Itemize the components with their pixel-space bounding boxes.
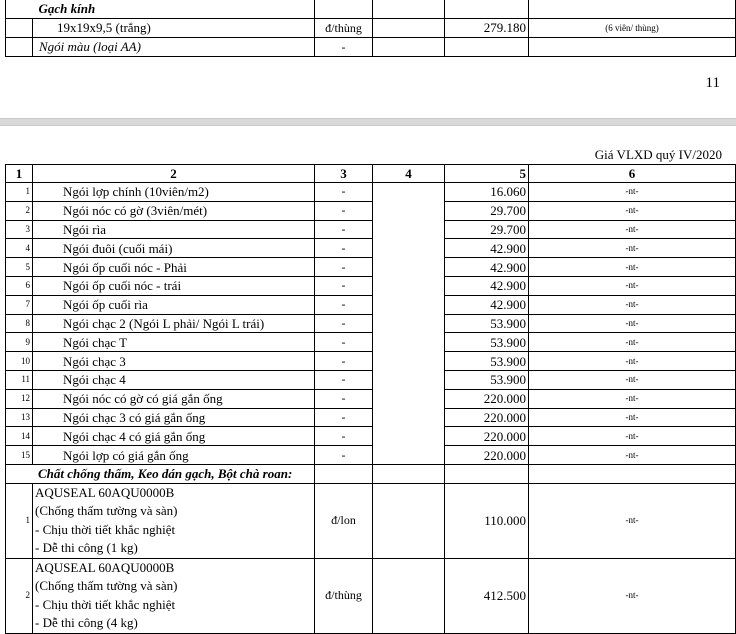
table-row — [6, 19, 736, 38]
item-description — [33, 483, 315, 558]
item-price: 53.900 — [445, 314, 529, 333]
column-header: 3 — [315, 165, 373, 183]
empty-cell — [373, 464, 445, 483]
table-row — [6, 314, 736, 333]
description-line: - Chịu thời tiết khắc nghiệt — [35, 521, 176, 537]
empty-cell — [373, 446, 445, 465]
empty-cell — [373, 370, 445, 389]
table-row — [6, 295, 736, 314]
empty-cell — [529, 464, 736, 483]
column-header: 5 — [445, 165, 529, 183]
table-row — [6, 389, 736, 408]
empty-cell — [373, 558, 445, 633]
row-number: 6 — [6, 276, 33, 295]
empty-cell — [373, 408, 445, 427]
item-unit: - — [315, 408, 373, 427]
empty-cell — [373, 258, 445, 277]
item-unit: đ/thùng — [315, 558, 373, 633]
item-name: Ngói chạc 3 có giá gắn ống — [33, 408, 315, 427]
item-name: 19x19x9,5 (trắng) — [33, 19, 315, 38]
description-line: - Dễ thi công (4 kg) — [35, 615, 138, 631]
row-number: 3 — [6, 220, 33, 239]
table-row — [6, 0, 736, 19]
previous-page-table — [5, 0, 736, 57]
item-note: -nt- — [529, 446, 736, 465]
item-note: -nt- — [529, 258, 736, 277]
item-unit: - — [315, 38, 373, 57]
row-number: 14 — [6, 427, 33, 446]
section-title: Gạch kính — [33, 0, 315, 19]
item-unit: đ/thùng — [315, 19, 373, 38]
empty-cell — [315, 464, 373, 483]
empty-cell — [373, 295, 445, 314]
table-row — [6, 38, 736, 57]
description-line: (Chống thấm tường và sàn) — [35, 578, 178, 594]
section-row — [6, 464, 736, 483]
header-row — [6, 165, 736, 183]
item-note: -nt- — [529, 276, 736, 295]
row-number: 12 — [6, 389, 33, 408]
item-note: -nt- — [529, 220, 736, 239]
item-unit: - — [315, 370, 373, 389]
item-price: 412.500 — [445, 558, 529, 633]
row-number: 5 — [6, 258, 33, 277]
item-unit: - — [315, 446, 373, 465]
table-row — [6, 239, 736, 258]
item-unit: - — [315, 389, 373, 408]
table-row — [6, 427, 736, 446]
table-row — [6, 483, 736, 558]
item-note: -nt- — [529, 370, 736, 389]
item-unit: - — [315, 352, 373, 371]
empty-cell — [373, 333, 445, 352]
row-number: 2 — [6, 201, 33, 220]
item-note: -nt- — [529, 239, 736, 258]
empty-cell — [373, 427, 445, 446]
empty-cell — [373, 352, 445, 371]
row-number: 8 — [6, 314, 33, 333]
table-row — [6, 370, 736, 389]
empty-cell — [445, 464, 529, 483]
item-name: Ngói ốp cuối nóc - trái — [33, 276, 315, 295]
description-line: (Chống thấm tường và sàn) — [35, 503, 178, 519]
item-name: Ngói nóc có gờ (3viên/mét) — [33, 201, 315, 220]
empty-cell — [373, 183, 445, 202]
empty-cell — [373, 483, 445, 558]
item-note: -nt- — [529, 333, 736, 352]
table-row — [6, 276, 736, 295]
item-price: 29.700 — [445, 201, 529, 220]
column-header: 2 — [33, 165, 315, 183]
item-unit: - — [315, 258, 373, 277]
table-row — [6, 258, 736, 277]
item-name: Ngói lợp chính (10viên/m2) — [33, 183, 315, 202]
item-unit: - — [315, 276, 373, 295]
item-price: 29.700 — [445, 220, 529, 239]
item-price: 110.000 — [445, 483, 529, 558]
description-line: AQUSEAL 60AQU0000B — [35, 484, 175, 500]
item-price: 42.900 — [445, 258, 529, 277]
item-name: Ngói chạc T — [33, 333, 315, 352]
description-line: - Chịu thời tiết khắc nghiệt — [35, 596, 176, 612]
item-note: -nt- — [529, 427, 736, 446]
item-unit: - — [315, 295, 373, 314]
item-name: Ngói đuôi (cuối mái) — [33, 239, 315, 258]
item-unit: - — [315, 220, 373, 239]
item-name: Ngói ốp cuối nóc - Phải — [33, 258, 315, 277]
empty-cell — [373, 389, 445, 408]
column-header: 1 — [6, 165, 33, 183]
column-header: 4 — [373, 165, 445, 183]
item-price: 42.900 — [445, 276, 529, 295]
column-header: 6 — [529, 165, 736, 183]
table-row — [6, 558, 736, 633]
row-number: 2 — [6, 558, 33, 633]
section-title: Chất chống thấm, Keo dán gạch, Bột chà roan: — [6, 464, 315, 483]
table-row — [6, 333, 736, 352]
empty-cell — [373, 220, 445, 239]
table-row — [6, 446, 736, 465]
item-note: -nt- — [529, 183, 736, 202]
item-price: 220.000 — [445, 389, 529, 408]
table-row — [6, 201, 736, 220]
item-price: 53.900 — [445, 352, 529, 371]
item-name: Ngói lợp có giá gắn ống — [33, 446, 315, 465]
item-name: Ngói chạc 4 có giá gắn ống — [33, 427, 315, 446]
item-note: (6 viên/ thùng) — [529, 19, 736, 38]
item-price: 279.180 — [445, 19, 529, 38]
item-note: -nt- — [529, 314, 736, 333]
item-price: 220.000 — [445, 446, 529, 465]
item-price: 53.900 — [445, 333, 529, 352]
table-row — [6, 408, 736, 427]
empty-cell — [373, 239, 445, 258]
item-note: -nt- — [529, 558, 736, 633]
item-note: -nt- — [529, 352, 736, 371]
item-unit: - — [315, 314, 373, 333]
table-row — [6, 220, 736, 239]
item-note: -nt- — [529, 201, 736, 220]
row-number: 7 — [6, 295, 33, 314]
row-number: 13 — [6, 408, 33, 427]
description-line: - Dễ thi công (1 kg) — [35, 540, 138, 556]
item-unit: - — [315, 239, 373, 258]
page-separator — [0, 118, 736, 126]
item-note: -nt- — [529, 408, 736, 427]
item-unit: đ/lon — [315, 483, 373, 558]
item-unit: - — [315, 427, 373, 446]
item-price: 220.000 — [445, 427, 529, 446]
empty-cell — [373, 201, 445, 220]
row-number: 11 — [6, 370, 33, 389]
row-number: 1 — [6, 183, 33, 202]
item-description — [33, 558, 315, 633]
empty-cell — [373, 314, 445, 333]
row-number: 1 — [6, 483, 33, 558]
page-number: 11 — [705, 75, 720, 91]
item-unit: - — [315, 183, 373, 202]
item-name: Ngói rìa — [33, 220, 315, 239]
item-price: 220.000 — [445, 408, 529, 427]
item-name: Ngói chạc 4 — [33, 370, 315, 389]
section-title: Ngói màu (loại AA) — [33, 38, 315, 57]
item-unit: - — [315, 333, 373, 352]
table-row — [6, 183, 736, 202]
item-name: Ngói nóc có gờ có giá gắn ống — [33, 389, 315, 408]
row-number: 4 — [6, 239, 33, 258]
row-number: 9 — [6, 333, 33, 352]
item-price: 53.900 — [445, 370, 529, 389]
price-table — [5, 164, 736, 634]
item-note: -nt- — [529, 483, 736, 558]
item-unit: - — [315, 201, 373, 220]
item-price: 42.900 — [445, 295, 529, 314]
empty-cell — [373, 276, 445, 295]
row-number: 10 — [6, 352, 33, 371]
table-row — [6, 352, 736, 371]
item-note: -nt- — [529, 389, 736, 408]
item-price: 42.900 — [445, 239, 529, 258]
item-note: -nt- — [529, 295, 736, 314]
description-line: AQUSEAL 60AQU0000B — [35, 559, 175, 575]
item-name: Ngói ốp cuối rìa — [33, 295, 315, 314]
item-price: 16.060 — [445, 183, 529, 202]
document-heading: Giá VLXD quý IV/2020 — [594, 147, 722, 162]
row-number: 15 — [6, 446, 33, 465]
item-name: Ngói chạc 2 (Ngói L phải/ Ngói L trái) — [33, 314, 315, 333]
item-name: Ngói chạc 3 — [33, 352, 315, 371]
